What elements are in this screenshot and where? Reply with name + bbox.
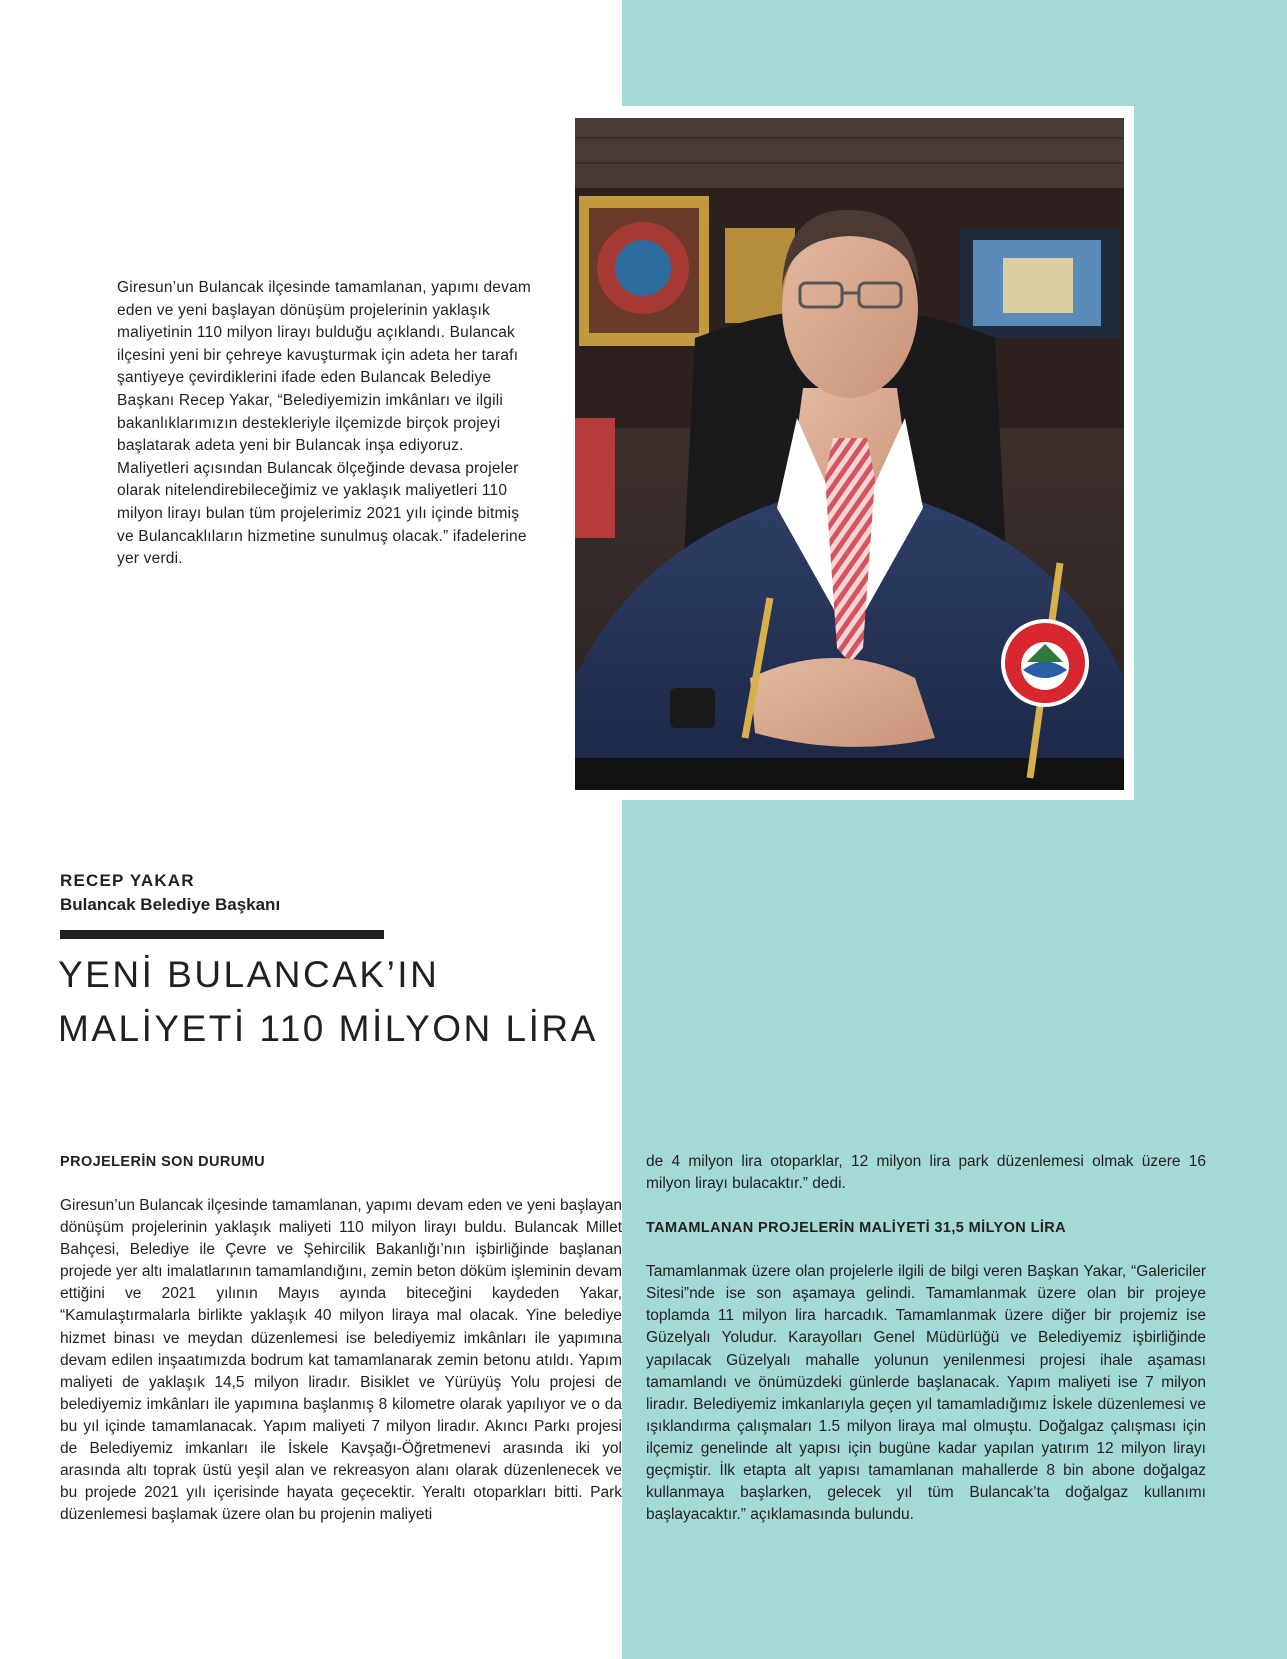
- author-name: RECEP YAKAR: [60, 871, 195, 890]
- section-body-completed-projects: Tamamlanmak üzere olan projelerle ilgili de bilgi veren Başkan Yakar, “Galericiler Sitesi”nde ise son aşamaya gelindi. Tamamlanmak üzere olan bir projeye toplamda 11 milyon lira harcadık. Tamamlanmak üzere diğer bir projemiz ise Güzelyalı Yoludur. Karayolları Genel Müdürlüğü ve Belediyemiz işbirliğinde yapılacak Güzelyalı mahalle yolunun yenilenmesi projesi ihale aşaması tamamlandı ve önümüzdeki günlerde başlanacak. Yapım maliyeti ise 7 milyon liradır. Belediyemiz imkanlarıyla geçen yıl tamamladığımız İskele düzenlemesi ve ışıklandırma çalışmaları 1.5 milyon liraya mal olmuştu. Doğalgaz çalışması için ilçemiz genelinde alt yapısı için bugüne kadar yapılan yatırım 12 milyon lirayı geçmiştir. İlk etapta alt yapısı tamamlanan mahallerde 8 bin abone doğalgaz kullanmaya başlarken, gelecek yıl tüm Bulancak’ta doğalgaz kullanımı başlayacaktır.” açıklamasında bulundu.: [646, 1263, 1206, 1524]
- headline: [58, 948, 618, 1056]
- portrait-illustration: [575, 118, 1124, 790]
- section-heading-projects-status: PROJELERİN SON DURUMU: [60, 1154, 265, 1170]
- section-body-projects-status: Giresun’un Bulancak ilçesinde tamamlanan, yapımı devam eden ve yeni başlayan dönüşüm projelerinin yaklaşık maliyeti 110 milyon lirayı buldu. Bulancak Millet Bahçesi, Belediye ile Çevre ve Şehircilik Bakanlığı’nın işbirliğinde başlanan projede yer altı imalatlarının tamamlandığını, zemin beton döküm işleminin devam ettiğini ve 2021 yılının Mayıs ayında biteceğini kaydeden Yakar, “Kamulaştırmalarla birlikte yaklaşık 40 milyon liraya mal olacak. Yine belediye hizmet binası ve meydan düzenlemesi ise belediyemiz imkânları ile yapımına devam edilen inşaatımızda bodrum kat tamamlanarak zemin betonu atıldı. Yapım maliyeti de yaklaşık 14,5 milyon liradır. Bisiklet ve Yürüyüş Yolu projesi de belediyemiz imkânları ile yapımına başlanmış 8 kilometre olarak yapılıyor ve o da bu yıl içinde tamamlanacak. Yapım maliyeti 7 milyon liradır. Akıncı Parkı projesi de Belediyemiz imkanları ile İskele Kavşağı-Öğretmenevi arasında iki yol arasında altı toprak üstü yeşil alan ve rekreasyon alanı olarak düzenlenecek ve bu projede 2021 yılı içerisinde hayata geçecektir. Yeraltı otoparkları bitti. Park düzenlemesi başlamak üzere olan bu projenin maliyeti: [60, 1197, 622, 1524]
- article-column-right: [646, 1151, 1206, 1548]
- article-column-left: [60, 1151, 622, 1548]
- intro-paragraph: [117, 277, 537, 571]
- headline-rule: [60, 930, 384, 939]
- author-role: Bulancak Belediye Başkanı: [60, 895, 281, 914]
- byline: [60, 869, 280, 917]
- continuation-paragraph: de 4 milyon lira otoparklar, 12 milyon lira park düzenlemesi olmak üzere 16 milyon lirayı bulacaktır.” dedi.: [646, 1153, 1206, 1193]
- municipality-logo-badge: [1001, 619, 1089, 707]
- headline-line-2: MALİYETİ 110 MİLYON LİRA: [58, 1008, 598, 1049]
- section-heading-completed-projects: TAMAMLANAN PROJELERİN MALİYETİ 31,5 MİLYON LİRA: [646, 1220, 1066, 1237]
- intro-text: Giresun’un Bulancak ilçesinde tamamlanan, yapımı devam eden ve yeni başlayan dönüşüm projelerinin yaklaşık maliyetinin 110 milyon lirayı bulduğu açıklandı. Bulancak ilçesini yeni bir çehreye kavuşturmak için adeta her tarafı şantiyeye çevirdiklerini ifade eden Bulancak Belediye Başkanı Recep Yakar, “Belediyemizin imkânları ve ilgili bakanlıklarımızın destekleriyle ilçemizde birçok projeyi başlatarak adeta yeni bir Bulancak inşa ediyoruz. Maliyetleri açısından Bulancak ölçeğinde devasa projeler olarak nitelendirebileceğimiz ve yaklaşık maliyetleri 110 milyon lirayı bulan tüm projelerimiz 2021 yılı içinde bitmiş ve Bulancaklıların hizmetine sunulmuş olacak.” ifadelerine yer verdi.: [117, 279, 532, 568]
- mayor-portrait-photo: [575, 118, 1124, 790]
- headline-line-1: YENİ BULANCAK’IN: [58, 954, 440, 995]
